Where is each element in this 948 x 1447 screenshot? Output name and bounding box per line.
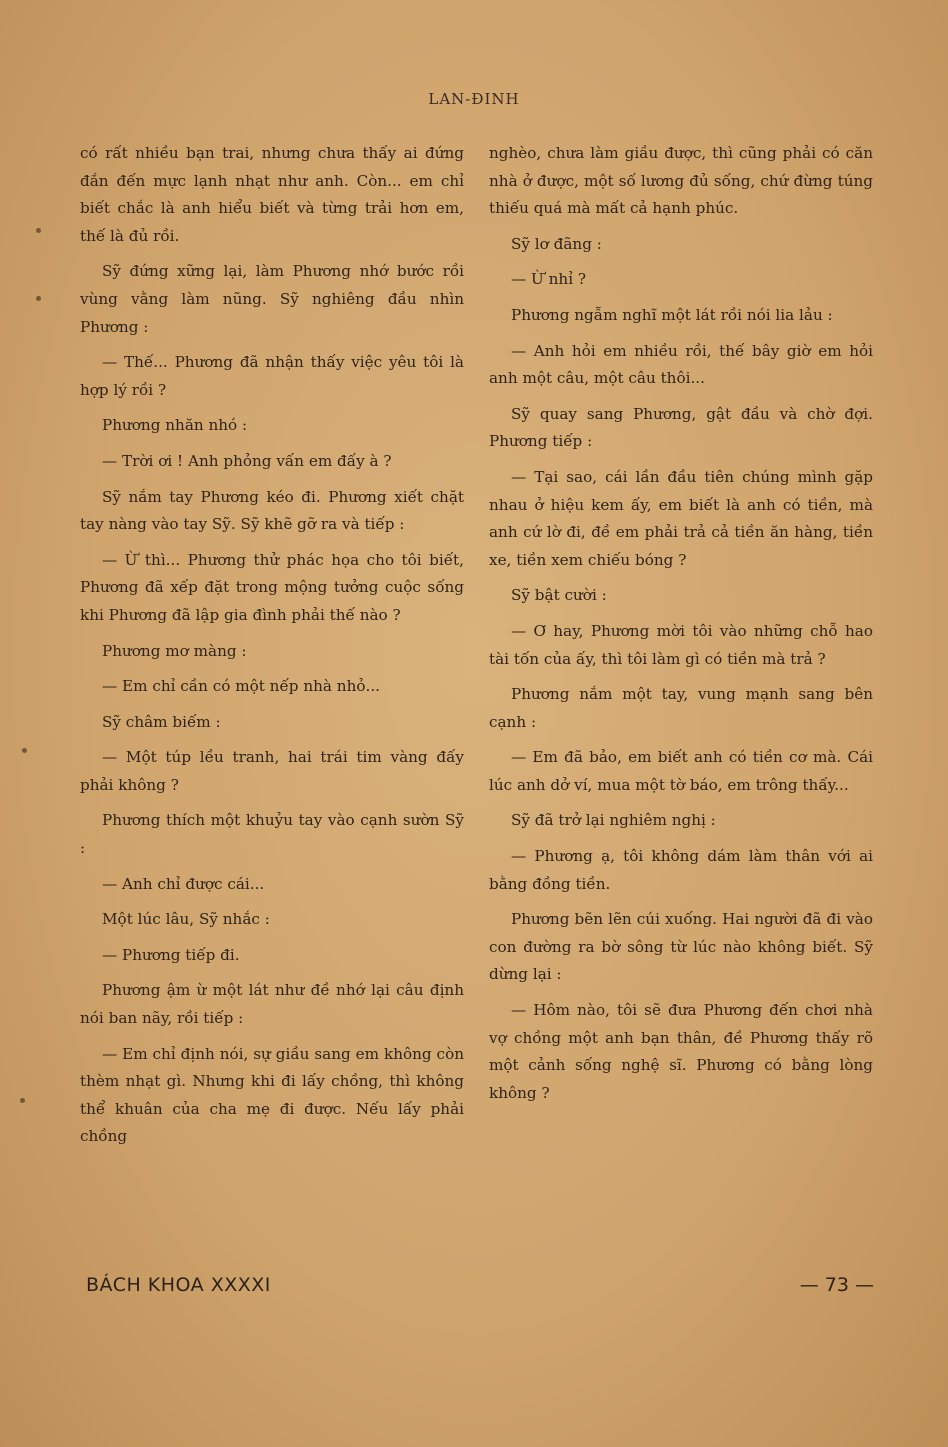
publication-name: BÁCH KHOA XXXXI: [86, 1274, 271, 1296]
paragraph: — Ừ nhỉ ?: [511, 270, 587, 289]
paragraph: — Anh chỉ được cái...: [102, 874, 265, 893]
paragraph: — Em đã bảo, em biết anh có tiền cơ mà. Cái lúc anh dở ví, mua một tờ báo, em trông thấy...: [489, 748, 873, 794]
paragraph: Phương ậm ừ một lát như đề nhớ lại câu định nói ban nãy, rồi tiếp :: [80, 981, 464, 1028]
paragraph: Sỹ lơ đãng :: [511, 234, 602, 253]
paragraph: — Tại sao, cái lần đầu tiên chúng mình gặp nhau ở hiệu kem ấy, em biết là anh có tiền, mà anh cứ lờ đi, đề em phải trả cả tiền ăn hàng, tiền xe, tiền xem chiếu bóng ?: [489, 467, 873, 569]
paragraph: Phương bẽn lẽn cúi xuống. Hai người đã đi vào con đường ra bờ sông từ lúc nào không biết. Sỹ dừng lại :: [489, 910, 873, 984]
right-column: [489, 140, 873, 1115]
paragraph: — Em chỉ định nói, sự giầu sang em không còn thèm nhạt gì. Nhưng khi đi lấy chồng, thì không thể khuân của cha mẹ đi được. Nếu lấy phải chồng: [80, 1044, 464, 1146]
paragraph: — Hôm nào, tôi sẽ đưa Phương đến chơi nhà vợ chồng một anh bạn thân, đề Phương thấy rõ một cảnh sống nghệ sĩ. Phương có bằng lòng không ?: [489, 1001, 873, 1102]
paragraph: Phương nhăn nhó :: [102, 416, 248, 435]
paragraph: — Trời ơi ! Anh phỏng vấn em đấy à ?: [102, 451, 392, 470]
page-number: — 73 —: [799, 1274, 874, 1296]
paragraph: Sỹ quay sang Phương, gật đầu và chờ đợi. Phương tiếp :: [489, 404, 873, 451]
paragraph: Sỹ châm biếm :: [102, 712, 221, 731]
paragraph: có rất nhiều bạn trai, nhưng chưa thấy ai đứng đắn đến mực lạnh nhạt như anh. Còn... em chỉ biết chắc là anh hiểu biết và từng trải hơn em, thế là đủ rồi.: [80, 144, 464, 245]
paragraph: Phương nắm một tay, vung mạnh sang bên cạnh :: [489, 685, 873, 731]
paragraph: — Ừ thì... Phương thử phác họa cho tôi biết, Phương đã xếp đặt trong mộng tưởng cuộc sống khi Phương đã lập gia đình phải thế nào ?: [80, 550, 464, 624]
paragraph: Sỹ đứng xững lại, làm Phương nhớ bước rồi vùng vằng làm nũng. Sỹ nghiêng đầu nhìn Phương :: [80, 262, 464, 336]
paragraph: Một lúc lâu, Sỹ nhắc :: [102, 910, 270, 929]
paragraph: nghèo, chưa làm giầu được, thì cũng phải có căn nhà ở được, một số lương đủ sống, chứ đừng túng thiếu quá mà mất cả hạnh phúc.: [489, 144, 873, 218]
paragraph: Phương mơ màng :: [102, 641, 247, 660]
paragraph: Sỹ đã trở lại nghiêm nghị :: [511, 811, 716, 830]
paragraph: Phương ngẫm nghĩ một lát rồi nói lia lảu :: [511, 305, 833, 324]
paragraph: — Một túp lều tranh, hai trái tim vàng đấy phải không ?: [80, 748, 464, 794]
running-title: LAN-ĐINH: [428, 90, 520, 108]
paragraph: Phương thích một khuỷu tay vào cạnh sườn Sỹ :: [80, 811, 464, 858]
margin-spot: [36, 228, 41, 233]
margin-spot: [20, 1098, 25, 1103]
paragraph: — Ơ hay, Phương mời tôi vào những chỗ hao tài tốn của ấy, thì tôi làm gì có tiền mà trả ?: [489, 621, 873, 668]
left-column: [80, 140, 464, 1159]
paragraph: — Em chỉ cần có một nếp nhà nhỏ...: [102, 677, 380, 696]
paragraph: Sỹ bật cười :: [511, 586, 607, 605]
paragraph: — Phương ạ, tôi không dám làm thân với ai bằng đồng tiền.: [489, 847, 873, 893]
margin-spot: [22, 748, 27, 753]
paragraph: — Anh hỏi em nhiều rồi, thế bây giờ em hỏi anh một câu, một câu thôi...: [489, 341, 873, 388]
paragraph: Sỹ nắm tay Phương kéo đi. Phương xiết chặt tay nàng vào tay Sỹ. Sỹ khẽ gỡ ra và tiếp :: [80, 487, 464, 534]
paragraph: — Thế... Phương đã nhận thấy việc yêu tôi là hợp lý rồi ?: [80, 353, 464, 399]
paragraph: — Phương tiếp đi.: [102, 945, 240, 964]
margin-spot: [36, 296, 41, 301]
